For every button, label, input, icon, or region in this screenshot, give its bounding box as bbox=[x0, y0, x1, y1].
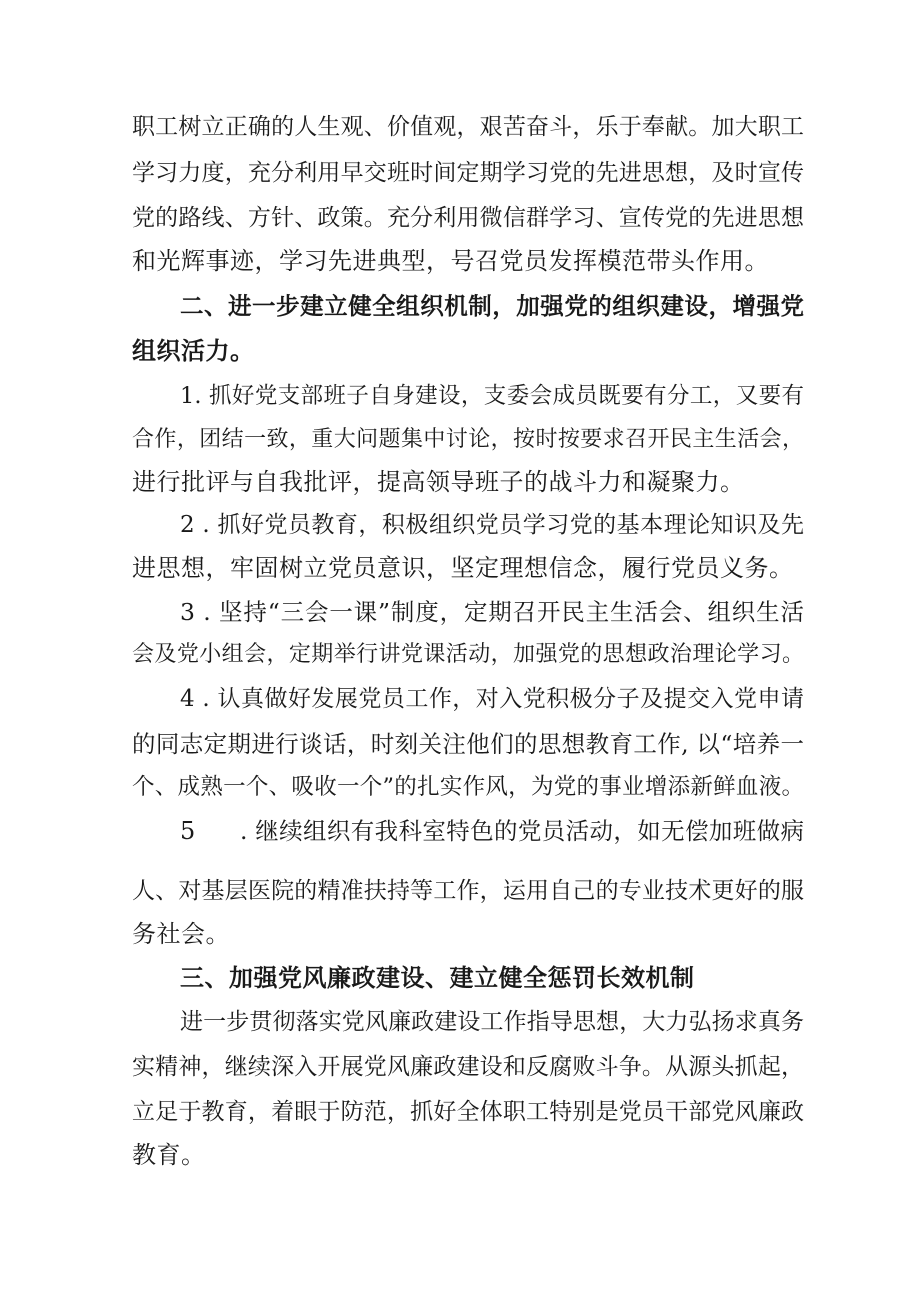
body-text-line: 务社会。 bbox=[132, 920, 230, 948]
body-text-line: 和光辉事迹，学习先进典型，号召党员发挥模范带头作用。 bbox=[132, 247, 769, 275]
section-heading: 二、进一步建立健全组织机制，加强党的组织建设，增强党 bbox=[180, 292, 804, 320]
body-text-line: 进一步贯彻落实党风廉政建设工作指导思想，大力弘扬求真务 bbox=[180, 1009, 804, 1035]
body-text-line: 2 . 抓好党员教育，积极组织党员学习党的基本理论知识及先 bbox=[180, 512, 804, 538]
body-text-line: 职工树立正确的人生观、价值观，艰苦奋斗，乐于奉献。加大职工 bbox=[132, 114, 804, 140]
body-text-line: 人、对基层医院的精准扶持等工作，运用自己的专业技术更好的服 bbox=[132, 878, 804, 904]
body-text-line: 个、成熟一个、吸收一个”的扎实作风，为党的事业增添新鲜血液。 bbox=[132, 774, 804, 800]
body-text-line: 会及党小组会，定期举行讲党课活动，加强党的思想政治理论学习。 bbox=[132, 642, 804, 667]
body-text-line: 学习力度，充分利用早交班时间定期学习党的先进思想，及时宣传 bbox=[132, 160, 804, 186]
body-text-line: 4 . 认真做好发展党员工作，对入党积极分子及提交入党申请 bbox=[180, 686, 804, 712]
body-text-line: 进思想，牢固树立党员意识，坚定理想信念，履行党员义务。 bbox=[132, 554, 794, 582]
body-text-line: 3 . 坚持“三会一课”制度，定期召开民主生活会、组织生活 bbox=[180, 598, 804, 626]
section-heading: 三、加强党风廉政建设、建立健全惩罚长效机制 bbox=[180, 963, 695, 992]
section-heading: 组织活力。 bbox=[132, 336, 255, 365]
body-text-line: 党的路线、方针、政策。充分利用微信群学习、宣传党的先进思想 bbox=[132, 205, 804, 231]
body-text-line: 进行批评与自我批评，提高领导班子的战斗力和凝聚力。 bbox=[132, 468, 745, 496]
body-text-line: 合作，团结一致，重大问题集中讨论，按时按要求召开民主生活会， bbox=[132, 427, 804, 452]
list-number: 5 bbox=[180, 817, 196, 845]
body-text-line: 立足于教育，着眼于防范，抓好全体职工特别是党员干部党风廉政 bbox=[132, 1099, 804, 1125]
body-text-line: 实精神，继续深入开展党风廉政建设和反腐败斗争。从源头抓起， bbox=[132, 1054, 804, 1080]
body-text-line: 1. 抓好党支部班子自身建设，支委会成员既要有分工，又要有 bbox=[180, 383, 804, 409]
body-text-line: . 继续组织有我科室特色的党员活动，如无偿加班做病 bbox=[240, 817, 804, 845]
body-text-line: 的同志定期进行谈话，时刻关注他们的思想教育工作, 以“培养一 bbox=[132, 730, 804, 758]
body-text-line: 教育。 bbox=[132, 1141, 206, 1169]
